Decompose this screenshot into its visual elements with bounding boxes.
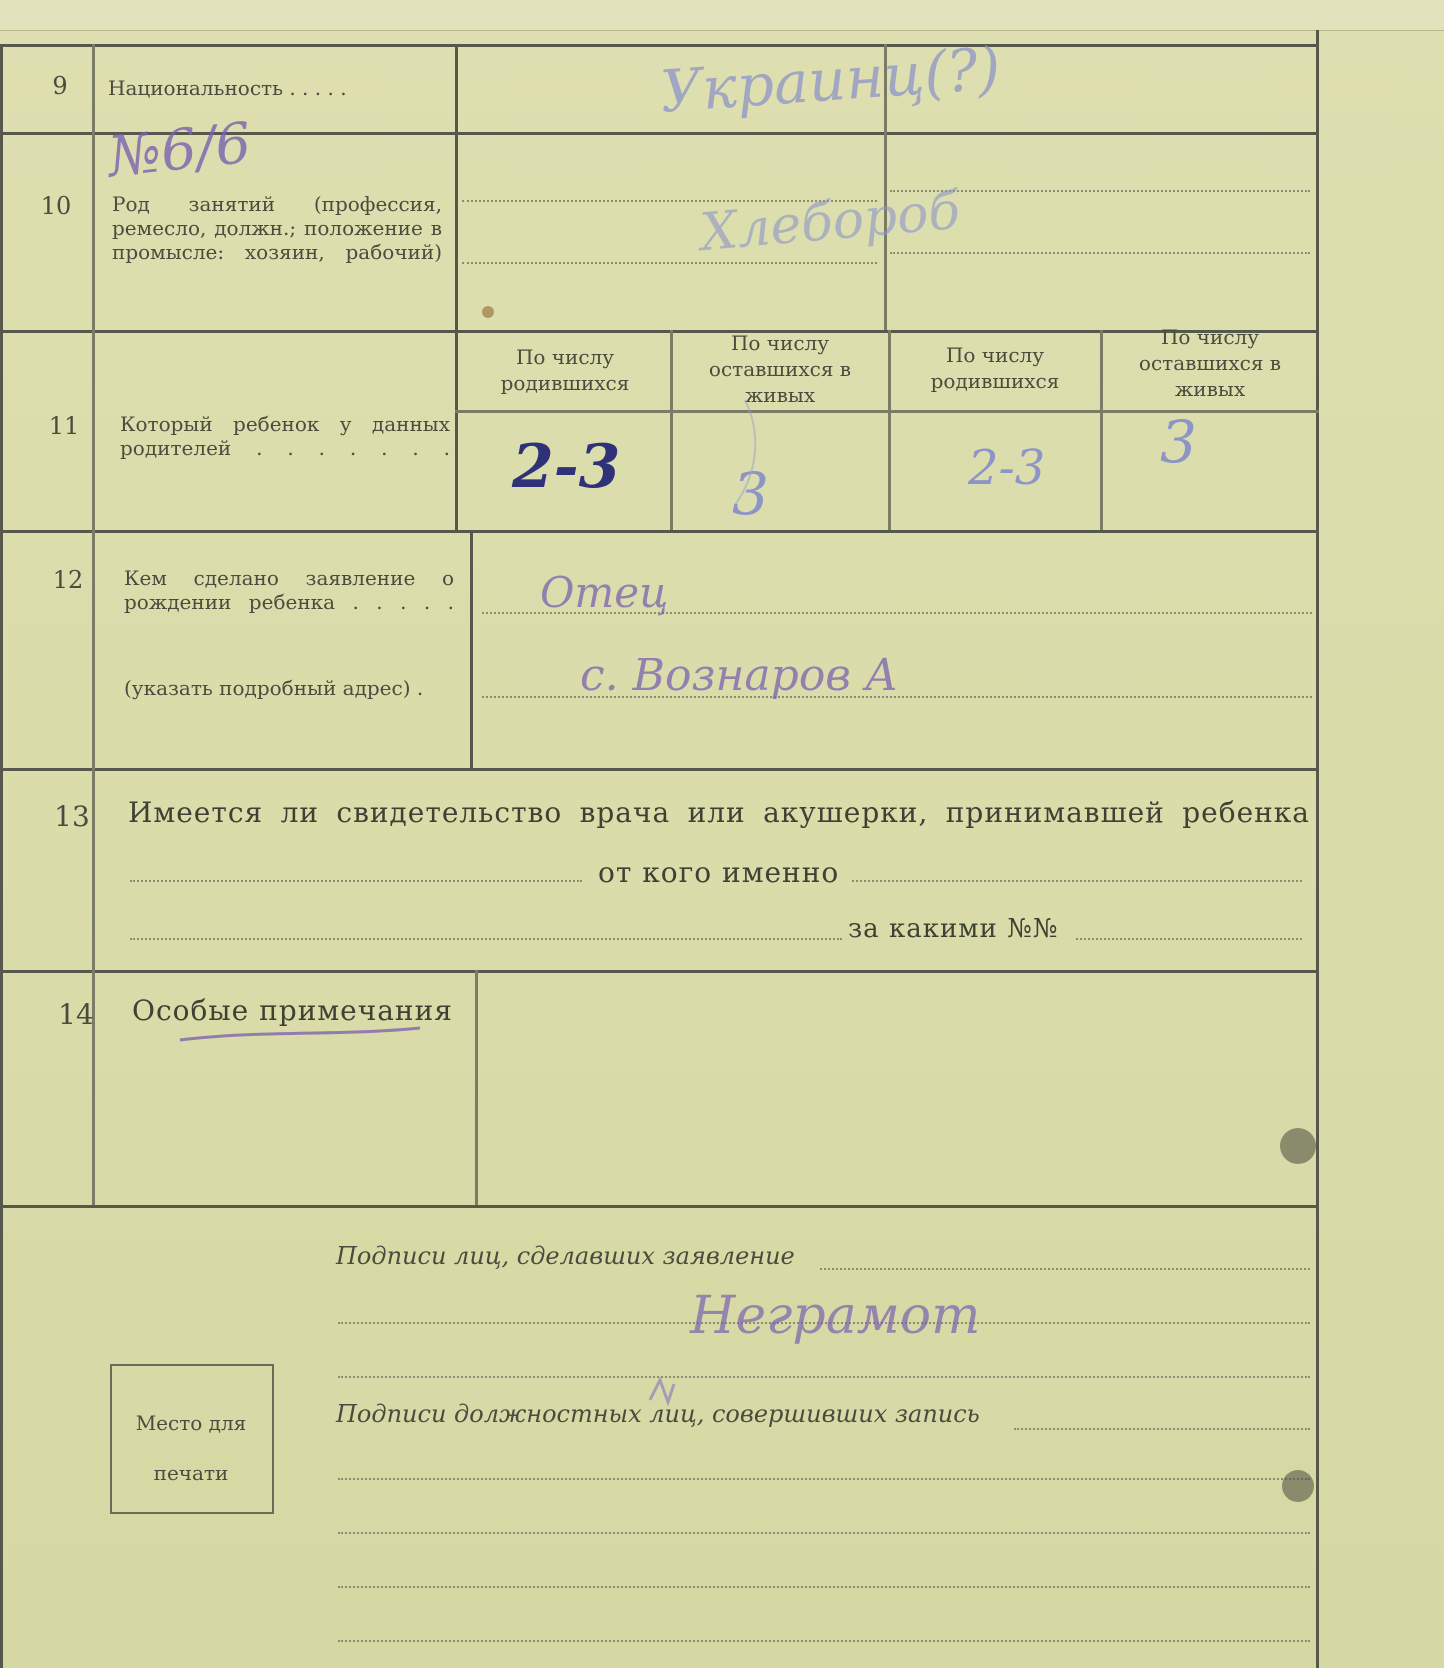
col-header-mother-living: По числу оставшихся в живых: [1138, 325, 1282, 401]
blue-stroke-1: [735, 400, 755, 505]
row-number-10: 10: [40, 192, 72, 220]
row-number-9: 9: [52, 72, 68, 100]
ink-blot-3: [1282, 1470, 1314, 1502]
row9-label: Национальность . . . . .: [108, 76, 347, 100]
col-header-mother-born: По числу родившихся: [930, 343, 1060, 393]
row13-numbers-label: за какими №№: [848, 914, 1059, 944]
child-order-value-1: 2-3: [512, 432, 621, 502]
row13-from-whom: от кого именно: [598, 856, 840, 889]
officials-signature-label: Подписи должностных лиц, совершивших запись: [336, 1400, 980, 1428]
row-number-14: 14: [58, 998, 94, 1031]
row12-handwriting-1: Отец: [540, 568, 669, 617]
row10-label: Род занятий (профессия, ремесло, должн.; положение в промысле: хозяин, рабочий): [112, 192, 442, 264]
row12-label: Кем сделано заявление о рождении ребенка . . . . .: [124, 566, 454, 614]
stamp-place-label: Место для печати: [135, 1411, 247, 1485]
row12-handwriting-2: с. Вознаров А: [580, 650, 899, 701]
row14-underline-stroke: [180, 1028, 420, 1040]
ink-blot-2: [1280, 1128, 1316, 1164]
row14-label: Особые примечания: [132, 994, 453, 1027]
ink-blot-1: [482, 306, 494, 318]
row10-stamp-number: №6/6: [104, 110, 255, 191]
child-order-value-3: 2-3: [968, 440, 1046, 496]
row-number-12: 12: [52, 566, 84, 594]
child-order-value-2: 3: [732, 460, 769, 528]
applicants-signature-label: Подписи лиц, сделавших заявление: [336, 1242, 795, 1270]
row12-address-label: (указать подробный адрес) .: [124, 676, 424, 700]
row13-question: Имеется ли свидетельство врача или акушерки, принимавшей ребенка: [128, 796, 1310, 829]
row9-handwriting: Украинц(?): [658, 34, 1003, 126]
col-header-father-living: По числу оставшихся в живых: [708, 331, 852, 407]
applicant-signature-handwriting: Неграмот: [690, 1286, 981, 1346]
row-number-13: 13: [54, 800, 90, 833]
child-order-value-4: 3: [1160, 408, 1197, 476]
row11-label: Который ребенок у данных родителей . . . . . . .: [120, 412, 450, 460]
col-header-father-born: По числу родившихся: [500, 345, 630, 395]
row-number-11: 11: [48, 412, 80, 440]
row10-handwriting: Хлебороб: [697, 180, 963, 264]
purple-smudge-1: [650, 1380, 674, 1402]
